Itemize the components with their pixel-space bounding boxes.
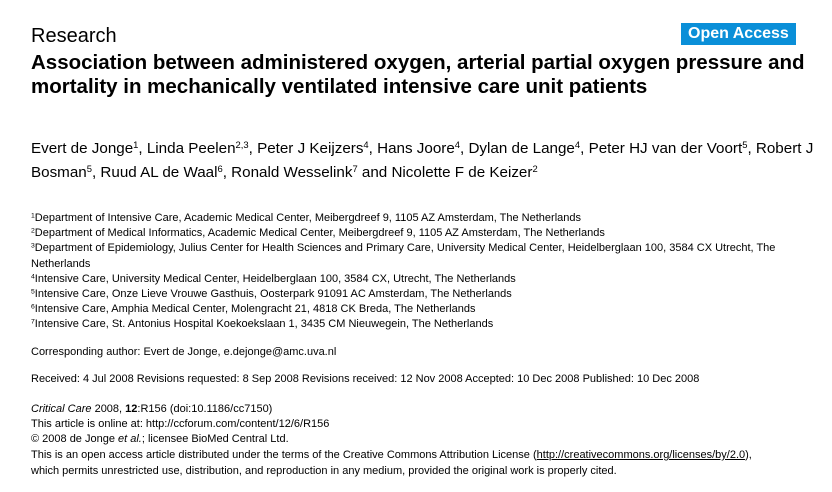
author-name: Linda Peelen <box>146 140 236 157</box>
author-affiliation-marker: 7 <box>352 162 358 174</box>
author-separator: and <box>357 164 392 181</box>
author-separator: , <box>248 140 258 157</box>
open-access-badge: Open Access <box>681 23 796 45</box>
affiliation-item <box>31 226 821 241</box>
license-line <box>31 449 752 461</box>
affiliation-list <box>31 211 821 333</box>
author-separator: , <box>580 140 589 157</box>
author-affiliation-marker: 4 <box>363 138 369 150</box>
author-name: Ruud AL de Waal <box>100 164 218 181</box>
author-name: Robert J Bosman <box>31 140 814 181</box>
journal-name: Critical Care <box>31 403 92 415</box>
license-link[interactable]: http://creativecommons.org/licenses/by/2.0 <box>536 449 746 461</box>
license-close: ), <box>745 449 752 461</box>
author-separator: , <box>368 140 378 157</box>
affiliation-text: Intensive Care, Amphia Medical Center, Molengracht 21, 4818 CK Breda, The Netherlands <box>34 303 476 316</box>
author-name: Hans Joore <box>377 140 455 157</box>
author-affiliation-marker: 6 <box>217 162 223 174</box>
article-title: Association between administered oxygen, arterial partial oxygen pressure and mortality in mechanically ventilated intensive care unit patients <box>31 51 805 98</box>
copyright-prefix: © 2008 de Jonge <box>31 433 119 445</box>
author-affiliation-marker: 2,3 <box>235 138 249 150</box>
affiliation-number: 1 <box>31 212 35 220</box>
license-line-2: which permits unrestricted use, distribution, and reproduction in any medium, provided the original work is properly cited. <box>31 465 617 477</box>
citation-year: 2008, <box>91 403 126 415</box>
author-affiliation-marker: 4 <box>574 138 581 150</box>
citation-line <box>31 403 272 415</box>
affiliation-number: 7 <box>31 318 35 326</box>
affiliation-number: 6 <box>31 303 35 311</box>
affiliation-number: 2 <box>31 227 35 235</box>
affiliation-number: 5 <box>31 288 35 296</box>
author-name: Nicolette F de Keizer <box>391 164 533 181</box>
corresponding-author: Corresponding author: Evert de Jonge, e.dejonge@amc.uva.nl <box>31 346 337 358</box>
affiliation-text: Department of Epidemiology, Julius Center for Health Sciences and Primary Care, University Medical Center, Heidelberglaan 100, 3584 CX Utrecht, The Netherlands <box>31 242 776 270</box>
copyright-line <box>31 433 289 445</box>
license-text: This is an open access article distributed under the terms of the Creative Commons Attribution License ( <box>31 449 537 461</box>
affiliation-text: Department of Intensive Care, Academic Medical Center, Meibergdreef 9, 1105 AZ Amsterdam, The Netherlands <box>34 212 581 224</box>
online-url[interactable]: This article is online at: http://ccforum.com/content/12/6/R156 <box>31 418 330 430</box>
author-affiliation-marker: 4 <box>454 138 461 150</box>
author-name: Dylan de Lange <box>468 140 575 157</box>
author-separator: , <box>747 140 756 157</box>
author-separator: , <box>138 140 147 157</box>
author-name: Evert de Jonge <box>31 140 134 157</box>
affiliation-text: Intensive Care, University Medical Center, Heidelberglaan 100, 3584 CX, Utrecht, The Netherlands <box>34 272 516 285</box>
affiliation-text: Intensive Care, St. Antonius Hospital Koekoekslaan 1, 3435 CM Nieuwegein, The Netherlands <box>34 318 494 331</box>
author-separator: , <box>91 164 101 181</box>
author-separator: , <box>460 140 469 157</box>
citation-doi: :R156 (doi:10.1186/cc7150) <box>137 403 273 415</box>
author-name: Peter J Keijzers <box>257 140 364 157</box>
affiliation-number: 4 <box>31 273 35 281</box>
section-label: Research <box>31 25 117 47</box>
copyright-suffix: ; licensee BioMed Central Ltd. <box>141 433 289 445</box>
author-affiliation-marker: 5 <box>86 162 92 174</box>
affiliation-item <box>31 302 821 317</box>
affiliation-item <box>31 241 821 271</box>
affiliation-item <box>31 317 821 332</box>
affiliation-item <box>31 287 821 302</box>
author-list <box>31 137 821 185</box>
affiliation-text: Intensive Care, Onze Lieve Vrouwe Gasthuis, Oosterpark 91091 AC Amsterdam, The Netherlands <box>34 288 512 301</box>
author-name: Ronald Wesselink <box>231 164 353 181</box>
copyright-etal: et al. <box>118 433 142 445</box>
citation-volume: 12 <box>125 403 138 415</box>
affiliation-item <box>31 211 821 226</box>
author-separator: , <box>222 164 232 181</box>
author-affiliation-marker: 5 <box>742 138 748 150</box>
author-affiliation-marker: 2 <box>532 162 538 174</box>
affiliation-number: 3 <box>31 242 35 250</box>
article-dates: Received: 4 Jul 2008 Revisions requested: 8 Sep 2008 Revisions received: 12 Nov 2008 Accepted: 10 Dec 2008 Published: 10 Dec 2008 <box>31 373 700 385</box>
affiliation-item <box>31 272 821 287</box>
affiliation-text: Department of Medical Informatics, Academic Medical Center, Meibergdreef 9, 1105 AZ Amsterdam, The Netherlands <box>34 227 605 240</box>
author-name: Peter HJ van der Voort <box>588 140 743 157</box>
author-affiliation-marker: 1 <box>133 138 139 150</box>
